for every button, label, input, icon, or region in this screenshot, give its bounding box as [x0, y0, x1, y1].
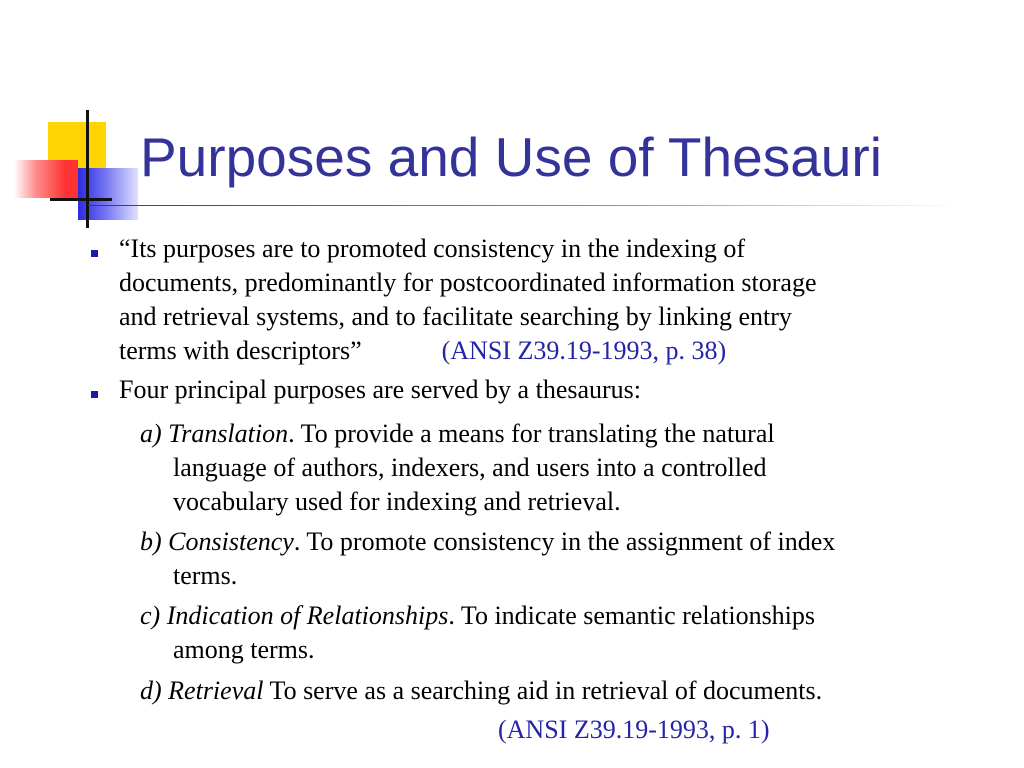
horizontal-rule	[50, 198, 112, 201]
purpose-marker: d)	[140, 676, 162, 705]
purpose-item-retrieval	[140, 674, 990, 708]
purpose-marker: a)	[140, 419, 162, 448]
purpose-first-line	[140, 674, 990, 708]
quote-line: and retrieval systems, and to facilitate searching by linking entry	[119, 302, 792, 331]
purpose-text: . To indicate semantic relationships	[448, 601, 816, 630]
red-square-shape	[14, 160, 78, 198]
title-underline	[88, 205, 960, 206]
purpose-line: vocabulary used for indexing and retrieval.	[173, 487, 621, 516]
purpose-item-translation	[140, 417, 990, 519]
purpose-line: language of authors, indexers, and users into a controlled	[173, 453, 767, 482]
purpose-text: . To promote consistency in the assignment of index	[293, 527, 836, 556]
quote-line: documents, predominantly for postcoordinated information storage	[119, 268, 817, 297]
quote-line: “Its purposes are to promoted consistency in the indexing of	[119, 234, 746, 263]
purpose-item-relationships	[140, 599, 990, 667]
bullet-marker	[91, 250, 98, 257]
citation: (ANSI Z39.19-1993, p. 38)	[441, 336, 727, 365]
purpose-marker: b)	[140, 527, 162, 556]
intro-line: Four principal purposes are served by a thesaurus:	[119, 375, 642, 404]
quote-line-with-citation	[119, 334, 979, 368]
purpose-term: Consistency	[168, 527, 294, 556]
quote-line: terms with descriptors”	[119, 336, 362, 365]
slide-title: Purposes and Use of Thesauri	[140, 126, 882, 188]
vertical-rule	[86, 110, 89, 228]
purpose-item-consistency	[140, 525, 990, 593]
purpose-first-line	[140, 417, 990, 451]
purpose-term: Indication of Relationships	[166, 601, 449, 630]
decorative-logo	[0, 0, 160, 240]
bullet-marker	[91, 391, 98, 398]
purpose-marker: c)	[140, 601, 161, 630]
bullet-intro	[119, 373, 979, 407]
purpose-text: . To provide a means for translating the natural	[288, 419, 775, 448]
purpose-first-line	[140, 599, 990, 633]
purpose-first-line	[140, 525, 990, 559]
purpose-text: To serve as a searching aid in retrieval of documents.	[263, 676, 823, 705]
purpose-term: Retrieval	[168, 676, 264, 705]
purpose-line: among terms.	[173, 635, 315, 664]
purpose-line: terms.	[173, 561, 238, 590]
purpose-term: Translation	[168, 419, 289, 448]
final-citation: (ANSI Z39.19-1993, p. 1)	[498, 715, 770, 744]
bullet-quote	[119, 232, 979, 368]
